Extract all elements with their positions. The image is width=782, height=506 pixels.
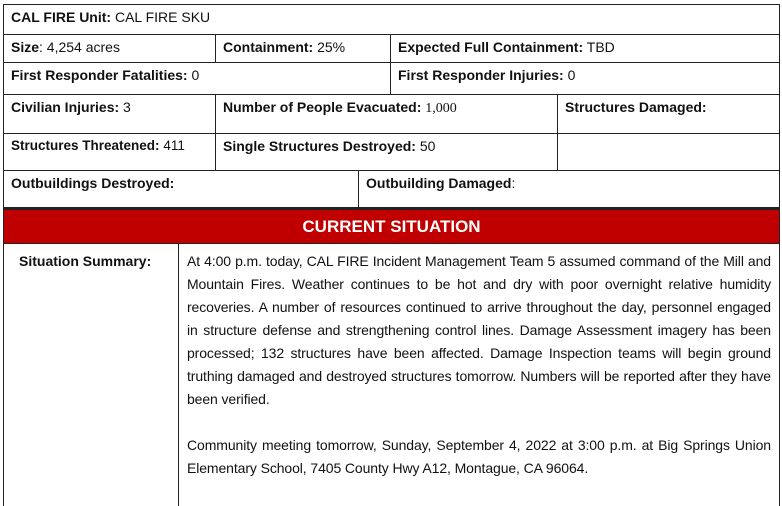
- situation-summary-text: [179, 244, 779, 506]
- situation-summary-row: [4, 244, 779, 506]
- fr-injuries-cell: [391, 63, 779, 94]
- unit-label: CAL FIRE Unit:: [11, 9, 112, 25]
- outbuilding-damaged-cell: [359, 171, 779, 207]
- containment-cell: [216, 35, 391, 62]
- civilian-injuries-label: Civilian Injuries:: [11, 99, 120, 115]
- containment-label: Containment:: [223, 39, 314, 55]
- outbuildings-destroyed-cell: [4, 171, 359, 207]
- structures-row: [4, 134, 779, 171]
- outbuildings-row: [4, 171, 779, 208]
- unit-cell: [4, 5, 779, 34]
- civilian-injuries-value: 3: [123, 99, 131, 115]
- civilian-row: [4, 95, 779, 134]
- size-label: Size: [11, 39, 40, 55]
- size-cell: [4, 35, 216, 62]
- empty-cell: [558, 134, 779, 170]
- containment-value: 25%: [317, 39, 346, 55]
- structures-threatened-cell: [4, 134, 216, 170]
- section-title: CURRENT SITUATION: [4, 208, 779, 244]
- fr-fatalities-value: 0: [191, 67, 200, 83]
- size-value: : 4,254 acres: [39, 39, 120, 55]
- expected-containment-value: TBD: [586, 39, 615, 55]
- fr-injuries-value: 0: [567, 67, 576, 83]
- single-destroyed-cell: [216, 134, 558, 170]
- fr-fatalities-label: First Responder Fatalities:: [11, 67, 188, 83]
- unit-row: [4, 5, 779, 35]
- evacuated-cell: [216, 95, 558, 133]
- summary-paragraph: At 4:00 p.m. today, CAL FIRE Incident Management Team 5 assumed command of the Mill and Mountain Fires. Weather continues to be hot and dry with poor overnight relative humidity recoveries. A number of resources continued to arrive throughout the day, personnel engaged in structure defense and strengthening control lines. Damage Assessment imagery has been processed; 132 structures have been affected. Damage Inspection teams will begin ground truthing damaged and destroyed structures tomorrow. Numbers will be reported after they have been verified.: [187, 253, 771, 407]
- expected-containment-cell: [391, 35, 779, 62]
- single-destroyed-label: Single Structures Destroyed:: [223, 138, 416, 154]
- fr-fatalities-cell: [4, 63, 391, 94]
- size-row: [4, 35, 779, 63]
- outbuilding-damaged-value: :: [511, 175, 516, 191]
- situation-summary-label: Situation Summary:: [4, 244, 179, 506]
- fr-injuries-label: First Responder Injuries:: [398, 67, 564, 83]
- structures-damaged-label: Structures Damaged:: [565, 99, 707, 115]
- structures-threatened-label: Structures Threatened:: [11, 138, 160, 153]
- civilian-injuries-cell: [4, 95, 216, 133]
- incident-table: [3, 4, 780, 506]
- structures-damaged-cell: [558, 95, 779, 133]
- expected-containment-label: Expected Full Containment:: [398, 39, 584, 55]
- evacuated-value: 1,000: [425, 101, 457, 116]
- single-destroyed-value: 50: [419, 138, 436, 154]
- structures-threatened-value: 411: [163, 138, 185, 153]
- unit-value: CAL FIRE SKU: [114, 9, 211, 25]
- responder-row: [4, 63, 779, 95]
- outbuilding-damaged-label: Outbuilding Damaged: [366, 175, 512, 191]
- evacuated-label: Number of People Evacuated:: [223, 99, 422, 115]
- outbuildings-destroyed-label: Outbuildings Destroyed:: [11, 175, 175, 191]
- summary-paragraph: Community meeting tomorrow, Sunday, September 4, 2022 at 3:00 p.m. at Big Springs Union Elementary School, 7405 County Hwy A12, Montague, CA 96064.: [187, 437, 771, 476]
